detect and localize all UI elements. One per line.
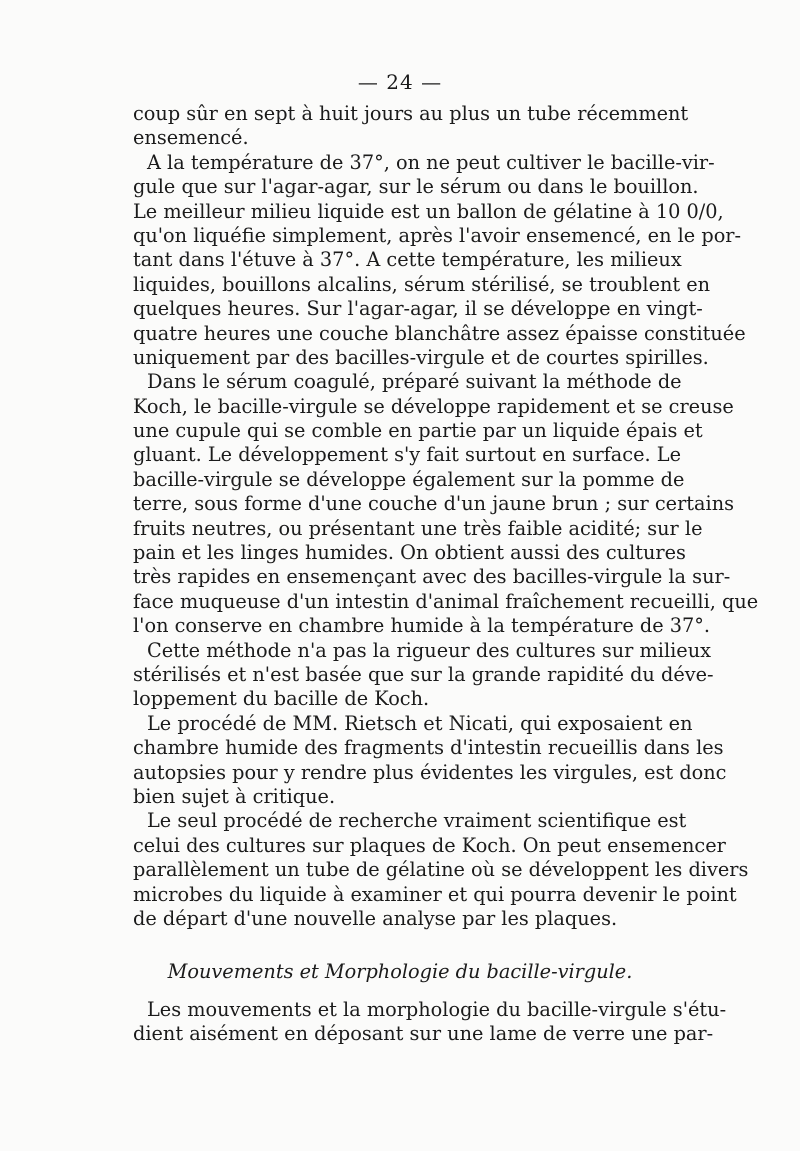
text-line: Les mouvements et la morphologie du bacille-virgule s'étu- <box>147 998 727 1021</box>
text-line: celui des cultures sur plaques de Koch. On peut ensemencer <box>133 833 726 857</box>
text-line: autopsies pour y rendre plus évidentes les virgules, est donc <box>133 760 727 784</box>
text-line: face muqueuse d'un intestin d'animal fraîchement recueilli, que <box>133 589 759 613</box>
text-line: chambre humide des fragments d'intestin recueillis dans les <box>133 736 724 760</box>
text-line: loppement du bacille de Koch. <box>133 687 430 711</box>
text-line: Koch, le bacille-virgule se développe rapidement et se creuse <box>133 394 734 418</box>
text-line: bacille-virgule se développe également sur la pomme de <box>133 467 685 491</box>
text-line: microbes du liquide à examiner et qui pourra devenir le point <box>133 882 737 906</box>
text-line: Le procédé de MM. Rietsch et Nicati, qui exposaient en <box>147 711 693 735</box>
text-line: Dans le sérum coagulé, préparé suivant la méthode de <box>147 370 682 394</box>
text-line: A la température de 37°, on ne peut cultiver le bacille-vir- <box>147 150 715 174</box>
text-line: bien sujet à critique. <box>133 784 336 808</box>
text-line: Le seul procédé de recherche vraiment scientifique est <box>147 809 687 833</box>
text-line: Le meilleur milieu liquide est un ballon de gélatine à 10 0/0, <box>133 199 724 223</box>
text-line: fruits neutres, ou présentant une très faible acidité; sur le <box>133 516 703 540</box>
text-line: l'on conserve en chambre humide à la température de 37°. <box>133 614 711 638</box>
text-line: pain et les linges humides. On obtient aussi des cultures <box>133 541 686 565</box>
text-line: qu'on liquéfie simplement, après l'avoir ensemencé, en le por- <box>133 223 742 247</box>
text-line: coup sûr en sept à huit jours au plus un tube récemment <box>133 102 689 125</box>
text-line: quatre heures une couche blanchâtre assez épaisse constituée <box>133 321 746 345</box>
text-line: de départ d'une nouvelle analyse par les plaques. <box>133 906 618 930</box>
text-line: uniquement par des bacilles-virgule et de courtes spirilles. <box>133 345 709 369</box>
section-title: Mouvements et Morphologie du bacille-virgule. <box>167 960 633 983</box>
text-line: une cupule qui se comble en partie par un liquide épais et <box>133 419 703 443</box>
text-line: tant dans l'étuve à 37°. A cette température, les milieux <box>133 248 682 272</box>
body-text-continued <box>133 998 727 1047</box>
text-line: gluant. Le développement s'y fait surtout en surface. Le <box>133 443 681 467</box>
text-line: Cette méthode n'a pas la rigueur des cultures sur milieux <box>147 638 711 662</box>
text-line: liquides, bouillons alcalins, sérum stérilisé, se troublent en <box>133 272 711 296</box>
text-line: terre, sous forme d'une couche d'un jaune brun ; sur certains <box>133 492 735 516</box>
text-line: ensemencé. <box>133 126 249 150</box>
text-line: gule que sur l'agar-agar, sur le sérum ou dans le bouillon. <box>133 175 699 199</box>
text-line: quelques heures. Sur l'agar-agar, il se développe en vingt- <box>133 297 703 321</box>
page-number: — 24 — <box>357 70 443 94</box>
text-line: parallèlement un tube de gélatine où se développent les divers <box>133 858 749 882</box>
text-line: dient aisément en déposant sur une lame de verre une par- <box>133 1022 714 1046</box>
text-line: stérilisés et n'est basée que sur la grande rapidité du déve- <box>133 662 714 686</box>
body-text <box>133 102 759 931</box>
text-line: très rapides en ensemençant avec des bacilles-virgule la sur- <box>133 565 731 589</box>
